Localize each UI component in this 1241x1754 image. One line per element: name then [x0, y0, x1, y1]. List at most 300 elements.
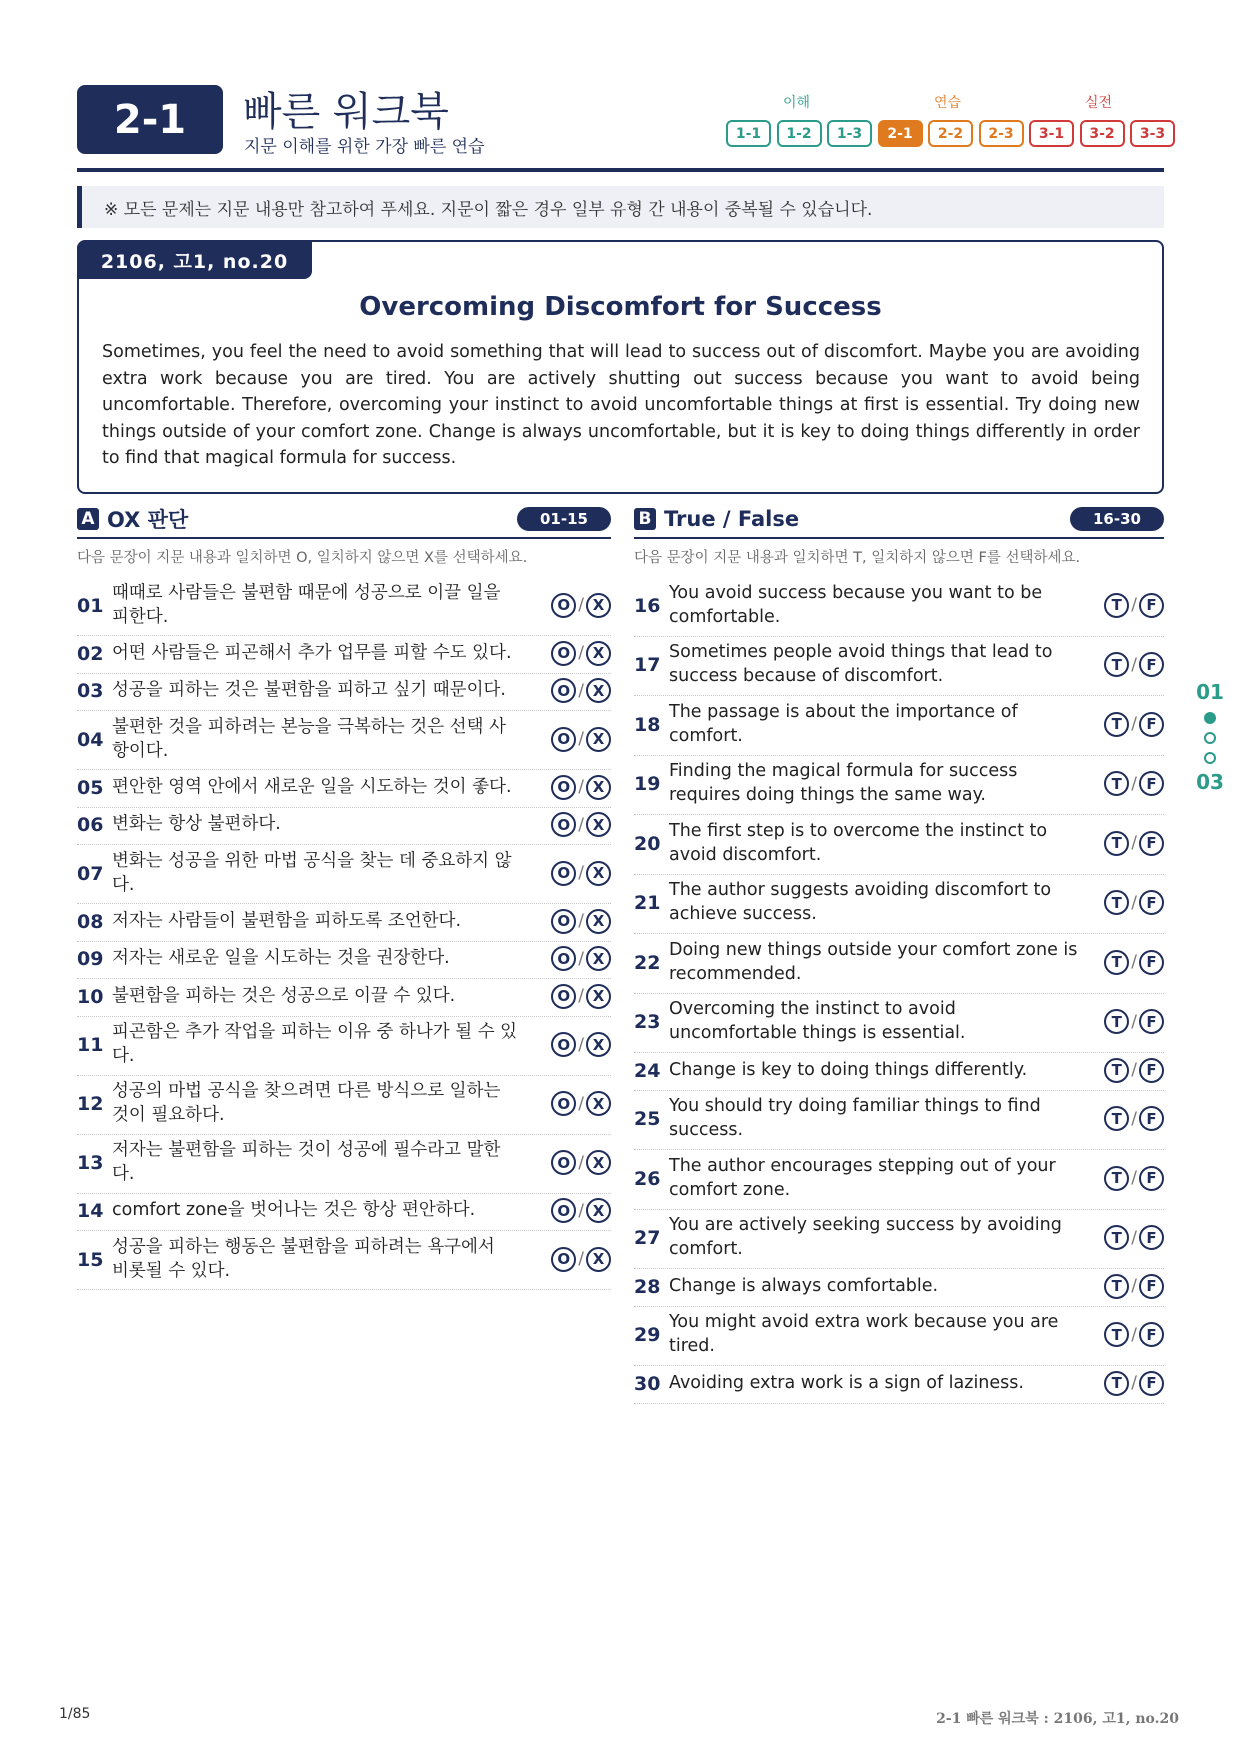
level-button-2-1[interactable]: 2-1 — [878, 120, 923, 147]
answer-options — [1104, 1225, 1164, 1250]
option-separator: / — [1131, 654, 1137, 675]
answer-options — [551, 946, 611, 971]
question-text — [669, 1058, 1099, 1082]
question-text — [112, 946, 542, 970]
answer-options — [551, 909, 611, 934]
question-row — [77, 1017, 611, 1076]
option-separator: / — [578, 680, 584, 701]
question-number: 07 — [77, 862, 104, 885]
answer-option-f[interactable]: F — [1139, 1058, 1164, 1083]
question-text-line: comfort. — [669, 725, 743, 746]
answer-option-f[interactable]: F — [1139, 771, 1164, 796]
question-number: 27 — [634, 1227, 661, 1250]
answer-option-o[interactable]: O — [551, 1150, 576, 1175]
answer-options — [1104, 1274, 1164, 1299]
option-separator: / — [1131, 773, 1137, 794]
question-text-line: You are actively seeking success by avoiding — [669, 1215, 1062, 1236]
question-text-line: tired. — [669, 1336, 715, 1357]
option-separator: / — [578, 1249, 584, 1269]
progress-dot — [1204, 732, 1216, 744]
answer-option-t[interactable]: T — [1104, 712, 1129, 737]
question-row — [77, 1231, 611, 1290]
level-button-3-2[interactable]: 3-2 — [1080, 120, 1125, 147]
option-separator: / — [578, 729, 584, 749]
question-row — [77, 942, 611, 980]
page-title: 빠른 워크북 — [243, 89, 449, 135]
option-separator: / — [1131, 1060, 1137, 1081]
answer-option-x[interactable]: X — [586, 1247, 611, 1272]
question-number: 14 — [77, 1200, 104, 1223]
question-text-line: comfort zone. — [669, 1179, 791, 1200]
option-separator: / — [578, 863, 584, 883]
question-number: 19 — [634, 773, 661, 796]
answer-options — [551, 1198, 611, 1223]
answer-option-t[interactable]: T — [1104, 1225, 1129, 1250]
option-separator: / — [1131, 1324, 1137, 1345]
question-number: 26 — [634, 1167, 661, 1190]
question-text-line: The author encourages stepping out of your — [669, 1155, 1056, 1176]
answer-options — [1104, 950, 1164, 975]
passage-title: Overcoming Discomfort for Success — [359, 292, 882, 322]
answer-options — [551, 1150, 611, 1175]
answer-option-x[interactable]: X — [586, 861, 611, 886]
answer-option-o[interactable]: O — [551, 1247, 576, 1272]
answer-option-x[interactable]: X — [586, 1091, 611, 1116]
question-number: 18 — [634, 713, 661, 736]
answer-option-t[interactable]: T — [1104, 771, 1129, 796]
question-text — [112, 909, 542, 933]
question-text — [112, 678, 542, 702]
answer-option-x[interactable]: X — [586, 1150, 611, 1175]
question-text — [112, 581, 542, 629]
question-text — [669, 1274, 1099, 1298]
question-text-line: 성공의 마법 공식을 찾으려면 다른 방식으로 일하는 — [112, 1081, 501, 1101]
question-text — [112, 641, 542, 665]
option-separator: / — [1131, 595, 1137, 616]
option-separator: / — [578, 986, 584, 1007]
answer-option-f[interactable]: F — [1139, 1225, 1164, 1250]
question-row — [634, 1053, 1164, 1091]
question-row — [77, 577, 611, 636]
question-text-line: 성공을 피하는 행동은 불편함을 피하려는 욕구에서 — [112, 1236, 495, 1257]
answer-option-t[interactable]: T — [1104, 1371, 1129, 1396]
question-number: 04 — [77, 728, 104, 751]
question-row — [634, 994, 1164, 1054]
answer-option-t[interactable]: T — [1104, 831, 1129, 856]
question-text-line: 때때로 사람들은 불편함 때문에 성공으로 이끌 일을 — [112, 582, 501, 603]
answer-option-t[interactable]: T — [1104, 950, 1129, 975]
question-number: 10 — [77, 985, 104, 1008]
answer-option-x[interactable]: X — [586, 812, 611, 837]
question-text — [669, 1094, 1099, 1142]
question-text-line: The author suggests avoiding discomfort to — [669, 880, 1052, 901]
option-separator: / — [578, 1034, 584, 1055]
answer-option-x[interactable]: X — [586, 1198, 611, 1223]
answer-option-t[interactable]: T — [1104, 1166, 1129, 1191]
question-number: 17 — [634, 654, 661, 677]
question-text-line: 저자는 새로운 일을 시도하는 것을 권장한다. — [112, 948, 450, 969]
question-row — [634, 696, 1164, 756]
answer-options — [551, 861, 611, 886]
answer-option-o[interactable]: O — [551, 727, 576, 752]
option-separator: / — [1131, 1276, 1137, 1297]
question-number: 20 — [634, 832, 661, 855]
footer-reference: 2-1 빠른 워크북 : 2106, 고1, no.20 — [936, 1711, 1179, 1727]
answer-option-f[interactable]: F — [1139, 1106, 1164, 1131]
side-nav-start: 01 — [1196, 680, 1224, 704]
level-group-label: 실전 — [1085, 95, 1113, 111]
answer-option-o[interactable]: O — [551, 678, 576, 703]
answer-option-o[interactable]: O — [551, 593, 576, 618]
question-text-line: 비롯될 수 있다. — [112, 1260, 231, 1281]
answer-options — [1104, 831, 1164, 856]
option-separator: / — [578, 948, 584, 969]
answer-option-x[interactable]: X — [586, 678, 611, 703]
question-text — [112, 849, 542, 897]
question-row — [634, 1150, 1164, 1210]
question-row — [634, 756, 1164, 816]
question-row — [77, 808, 611, 846]
answer-options — [551, 727, 611, 752]
side-nav-end: 03 — [1196, 770, 1224, 794]
answer-options — [551, 984, 611, 1009]
option-separator: / — [578, 1093, 584, 1114]
answer-options — [1104, 890, 1164, 915]
option-separator: / — [1131, 1227, 1137, 1248]
question-text — [112, 984, 542, 1008]
section-b-range: 16-30 — [1070, 507, 1164, 531]
section-b-divider — [634, 537, 1164, 539]
question-text-line: You avoid success because you want to be — [669, 582, 1043, 603]
answer-options — [551, 641, 611, 666]
answer-option-x[interactable]: X — [586, 909, 611, 934]
answer-options — [1104, 1009, 1164, 1034]
question-text-line: 저자는 사람들이 불편함을 피하도록 조언한다. — [112, 910, 462, 931]
question-text — [112, 715, 542, 763]
section-a-letter: A — [77, 508, 99, 530]
level-selector — [726, 92, 1176, 148]
question-text-line: success. — [669, 1120, 744, 1141]
answer-option-x[interactable]: X — [586, 593, 611, 618]
question-text — [112, 1235, 542, 1283]
question-text-line: 불편한 것을 피하려는 본능을 극복하는 것은 선택 사 — [112, 716, 506, 737]
answer-options — [551, 775, 611, 800]
answer-option-t[interactable]: T — [1104, 1009, 1129, 1034]
question-number: 23 — [634, 1011, 661, 1034]
question-number: 06 — [77, 814, 104, 837]
question-row — [77, 674, 611, 712]
passage-body: Sometimes, you feel the need to avoid something that will lead to success out of discomfort. Maybe you are avoiding extra work because you are tired. You are actively shutting out success because you want to avoid being uncomfortable. Therefore, overcoming your instinct to avoid uncomfortable things at first is essential. Try doing new things outside of your comfort zone. Change is always uncomfortable, but it is key to doing things differently in order to find that magical formula for success. — [102, 342, 1140, 468]
question-row — [634, 1307, 1164, 1367]
option-separator: / — [1131, 1168, 1137, 1189]
answer-option-o[interactable]: O — [551, 984, 576, 1009]
passage-source-tab: 2106, 고1, no.20 — [77, 242, 312, 279]
option-separator: / — [578, 643, 584, 664]
question-number: 01 — [77, 594, 104, 617]
option-separator: / — [1131, 1373, 1137, 1394]
answer-option-f[interactable]: F — [1139, 652, 1164, 677]
question-text-line: 어떤 사람들은 피곤해서 추가 업무를 피할 수도 있다. — [112, 642, 512, 663]
section-a-header — [77, 506, 188, 532]
question-number: 08 — [77, 910, 104, 933]
question-text-line: 다. — [112, 1046, 135, 1066]
question-row — [77, 845, 611, 904]
question-text-line: Overcoming the instinct to avoid — [669, 999, 956, 1020]
answer-options — [551, 1091, 611, 1116]
question-text-line: 다. — [112, 874, 135, 895]
question-text-line: 불편함을 피하는 것은 성공으로 이끌 수 있다. — [112, 985, 456, 1006]
option-separator: / — [1131, 714, 1137, 735]
question-row — [77, 770, 611, 808]
answer-option-o[interactable]: O — [551, 861, 576, 886]
option-separator: / — [1131, 892, 1137, 913]
option-separator: / — [578, 1200, 584, 1221]
section-a-title: OX 판단 — [107, 508, 189, 532]
answer-option-t[interactable]: T — [1104, 593, 1129, 618]
question-text — [112, 1079, 542, 1127]
answer-option-f[interactable]: F — [1139, 1322, 1164, 1347]
answer-option-t[interactable]: T — [1104, 1274, 1129, 1299]
answer-option-o[interactable]: O — [551, 946, 576, 971]
question-text — [112, 1138, 542, 1186]
question-number: 09 — [77, 948, 104, 971]
answer-option-x[interactable]: X — [586, 641, 611, 666]
answer-option-f[interactable]: F — [1139, 1009, 1164, 1034]
answer-options — [1104, 1058, 1164, 1083]
question-row — [634, 875, 1164, 935]
question-text-line: achieve success. — [669, 904, 817, 925]
question-number: 29 — [634, 1324, 661, 1347]
section-a-range: 01-15 — [517, 507, 611, 531]
question-text — [669, 938, 1099, 986]
question-text — [669, 759, 1099, 807]
level-button-1-3[interactable]: 1-3 — [827, 120, 872, 147]
question-row — [634, 1210, 1164, 1270]
unit-badge — [77, 85, 223, 154]
question-text — [669, 1310, 1099, 1358]
question-number: 02 — [77, 642, 104, 665]
question-text — [669, 1213, 1099, 1261]
question-text — [112, 1020, 542, 1068]
answer-option-t[interactable]: T — [1104, 890, 1129, 915]
question-row — [634, 934, 1164, 994]
answer-option-t[interactable]: T — [1104, 652, 1129, 677]
question-row — [77, 1194, 611, 1232]
question-text-line: 것이 필요하다. — [112, 1105, 225, 1125]
answer-option-f[interactable]: F — [1139, 1166, 1164, 1191]
question-number: 16 — [634, 594, 661, 617]
question-text — [669, 640, 1099, 688]
question-text-line: 편안한 영역 안에서 새로운 일을 시도하는 것이 좋다. — [112, 776, 512, 797]
question-row — [77, 1135, 611, 1194]
question-text — [669, 1371, 1099, 1395]
question-number: 13 — [77, 1152, 104, 1174]
option-separator: / — [578, 1152, 584, 1173]
level-button-1-2[interactable]: 1-2 — [777, 120, 822, 147]
question-text — [112, 1198, 542, 1222]
unit-badge-label: 2-1 — [113, 96, 187, 143]
answer-option-o[interactable]: O — [551, 812, 576, 837]
level-button-1-1[interactable]: 1-1 — [726, 120, 771, 147]
question-text-line: Change is key to doing things differently. — [669, 1059, 1028, 1080]
answer-option-x[interactable]: X — [586, 1032, 611, 1057]
question-row — [77, 979, 611, 1017]
answer-option-f[interactable]: F — [1139, 890, 1164, 915]
question-row — [634, 1366, 1164, 1404]
answer-option-o[interactable]: O — [551, 1198, 576, 1223]
question-text-line: comfort. — [669, 1239, 743, 1260]
answer-options — [1104, 593, 1164, 618]
question-text-line: You might avoid extra work because you are — [669, 1312, 1059, 1333]
answer-option-x[interactable]: X — [586, 727, 611, 752]
page-subtitle: 지문 이해를 위한 가장 빠른 연습 — [244, 137, 485, 157]
question-text-line: Finding the magical formula for success — [669, 761, 1018, 782]
question-text-line: Change is always comfortable. — [669, 1275, 939, 1296]
section-b-title: True / False — [664, 507, 800, 531]
option-separator: / — [578, 814, 584, 835]
question-text-line: comfortable. — [669, 606, 781, 627]
question-text-line: 항이다. — [112, 740, 169, 761]
question-row — [77, 904, 611, 942]
question-text-line: recommended. — [669, 963, 802, 984]
progress-dot — [1204, 712, 1216, 724]
answer-option-t[interactable]: T — [1104, 1106, 1129, 1131]
answer-options — [1104, 1166, 1164, 1191]
question-text-line: 피한다. — [112, 606, 169, 627]
question-text-line: Sometimes people avoid things that lead to — [669, 642, 1053, 663]
answer-option-o[interactable]: O — [551, 775, 576, 800]
answer-option-o[interactable]: O — [551, 641, 576, 666]
question-row — [634, 815, 1164, 875]
question-text-line: 변화는 항상 불편하다. — [112, 814, 281, 835]
section-b-header — [634, 506, 799, 532]
answer-option-o[interactable]: O — [551, 1032, 576, 1057]
question-number: 11 — [77, 1034, 104, 1056]
question-number: 21 — [634, 892, 661, 915]
question-row — [634, 1269, 1164, 1307]
question-text — [669, 581, 1099, 629]
answer-options — [1104, 652, 1164, 677]
level-group-label: 연습 — [934, 95, 962, 111]
question-text-line: 다. — [112, 1164, 135, 1184]
answer-option-f[interactable]: F — [1139, 1274, 1164, 1299]
option-separator: / — [1131, 952, 1137, 973]
option-separator: / — [578, 777, 584, 798]
option-separator: / — [1131, 1011, 1137, 1032]
question-row — [634, 577, 1164, 637]
answer-option-f[interactable]: F — [1139, 712, 1164, 737]
question-text — [112, 812, 542, 836]
level-button-3-1[interactable]: 3-1 — [1029, 120, 1074, 147]
question-row — [77, 636, 611, 674]
answer-options — [551, 1032, 611, 1057]
question-text-line: Doing new things outside your comfort zone is — [669, 939, 1078, 960]
question-text-line: 피곤함은 추가 작업을 피하는 이유 중 하나가 될 수 있 — [112, 1022, 518, 1042]
option-separator: / — [1131, 833, 1137, 854]
answer-options — [1104, 771, 1164, 796]
question-text — [669, 700, 1099, 748]
question-number: 22 — [634, 951, 661, 974]
question-row — [634, 1091, 1164, 1151]
question-text-line: The first step is to overcome the instinct to — [669, 820, 1048, 841]
level-button-3-3[interactable]: 3-3 — [1130, 120, 1175, 147]
question-text-line: comfort zone을 벗어나는 것은 항상 편안하다. — [112, 1200, 476, 1221]
answer-option-f[interactable]: F — [1139, 950, 1164, 975]
section-a-divider — [77, 537, 611, 539]
level-button-2-2[interactable]: 2-2 — [928, 120, 973, 147]
question-text-line: You should try doing familiar things to find — [669, 1096, 1041, 1117]
question-number: 12 — [77, 1093, 104, 1115]
question-number: 24 — [634, 1059, 661, 1082]
question-row — [77, 1076, 611, 1135]
answer-option-x[interactable]: X — [586, 984, 611, 1009]
header-divider — [77, 168, 1164, 172]
question-text-line: success because of discomfort. — [669, 666, 944, 687]
question-text-line: 성공을 피하는 것은 불편함을 피하고 싶기 때문이다. — [112, 680, 506, 701]
notice-banner: ※ 모든 문제는 지문 내용만 참고하여 푸세요. 지문이 짧은 경우 일부 유형 간 내용이 중복될 수 있습니다. — [77, 186, 1164, 228]
question-number: 05 — [77, 776, 104, 799]
question-number: 15 — [77, 1248, 104, 1271]
question-text-line: The passage is about the importance of — [669, 701, 1018, 722]
answer-option-o[interactable]: O — [551, 1091, 576, 1116]
question-number: 03 — [77, 680, 104, 703]
answer-options — [1104, 1322, 1164, 1347]
answer-option-x[interactable]: X — [586, 946, 611, 971]
question-text-line: requires doing things the same way. — [669, 785, 986, 806]
question-row — [77, 711, 611, 770]
section-a-instruction: 다음 문장이 지문 내용과 일치하면 O, 일치하지 않으면 X를 선택하세요. — [77, 550, 528, 566]
answer-option-t[interactable]: T — [1104, 1322, 1129, 1347]
question-text — [112, 775, 542, 799]
option-separator: / — [578, 911, 584, 932]
option-separator: / — [578, 595, 584, 615]
question-text — [669, 878, 1099, 926]
section-b-instruction: 다음 문장이 지문 내용과 일치하면 T, 일치하지 않으면 F를 선택하세요. — [634, 550, 1081, 566]
question-number: 28 — [634, 1275, 661, 1298]
question-row — [634, 637, 1164, 697]
question-text-line: 변화는 성공을 위한 마법 공식을 찾는 데 중요하지 않 — [112, 850, 512, 871]
option-separator: / — [1131, 1108, 1137, 1129]
answer-option-o[interactable]: O — [551, 909, 576, 934]
answer-option-f[interactable]: F — [1139, 1371, 1164, 1396]
answer-option-x[interactable]: X — [586, 775, 611, 800]
question-text-line: avoid discomfort. — [669, 844, 822, 865]
question-text — [669, 1154, 1099, 1202]
answer-options — [1104, 1106, 1164, 1131]
answer-options — [551, 593, 611, 618]
page-number: 1/85 — [59, 1706, 91, 1722]
question-number: 25 — [634, 1108, 661, 1131]
question-text-line: Avoiding extra work is a sign of laziness. — [669, 1372, 1024, 1393]
section-b-letter: B — [634, 508, 656, 530]
answer-options — [1104, 1371, 1164, 1396]
question-text-line: uncomfortable things is essential. — [669, 1023, 966, 1044]
question-text-line: 저자는 불편함을 피하는 것이 성공에 필수라고 말한 — [112, 1140, 501, 1160]
answer-options — [1104, 712, 1164, 737]
level-button-2-3[interactable]: 2-3 — [979, 120, 1024, 147]
question-text — [669, 997, 1099, 1045]
answer-option-t[interactable]: T — [1104, 1058, 1129, 1083]
answer-options — [551, 812, 611, 837]
answer-option-f[interactable]: F — [1139, 593, 1164, 618]
question-text — [669, 819, 1099, 867]
side-progress-nav — [1192, 680, 1228, 794]
question-number: 30 — [634, 1372, 661, 1395]
answer-options — [551, 678, 611, 703]
answer-options — [551, 1247, 611, 1272]
level-group-label: 이해 — [783, 95, 811, 111]
answer-option-f[interactable]: F — [1139, 831, 1164, 856]
